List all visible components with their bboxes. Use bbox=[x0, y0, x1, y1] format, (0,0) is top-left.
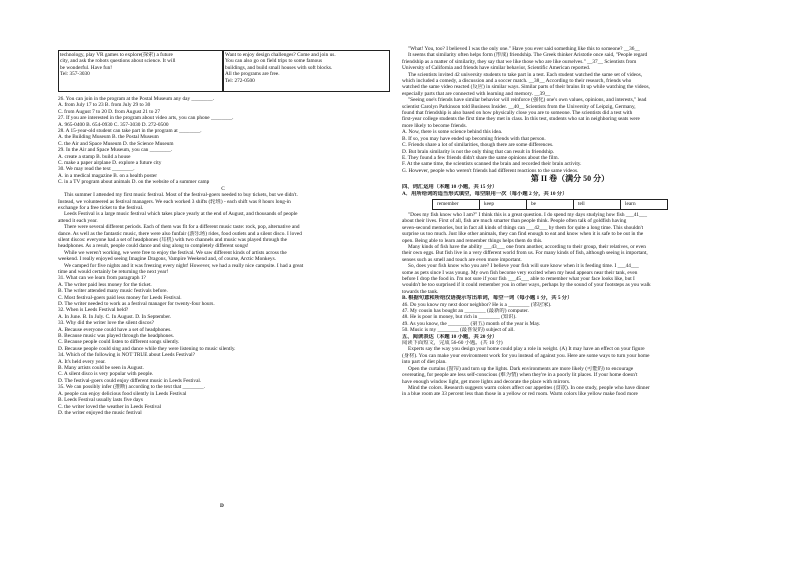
passage-line: We camped for five nights and it was freezing every night! However, we had a really nice campsite. I had a great bbox=[64, 262, 304, 269]
option-line: C. from August 7 to 20 D. from August 21 to 27 bbox=[58, 108, 160, 115]
option-line: C. make a paper airplane D. explore a future city bbox=[58, 160, 162, 167]
option-line: A. from July 17 to 23 B. from July 29 to 30 bbox=[58, 102, 151, 109]
passage-line: There were several different periods. Each of them was fit for a different music taste: rock, pop, alternative and bbox=[64, 224, 300, 231]
passage-line: surprise us too much. Just like other animals, they can find enough to eat and know when it is safe to be out in the bbox=[402, 231, 644, 238]
word-bank-item: be bbox=[527, 199, 574, 209]
passage-line: Instead, we volunteered as festival managers. We each worked 3 shifts (轮班) - each shift was 8 hours long-in bbox=[58, 198, 291, 205]
section-4-heading: 四、词汇运用（本题 10 小题，共 15 分） bbox=[402, 184, 498, 191]
option-g: G. However, people who weren't friends had different reactions to the same videos. bbox=[402, 167, 579, 174]
section-4a-heading: A．用所给词的适当形式填空，每空限用一次（每小题 2 分，共 10 分） bbox=[402, 190, 568, 197]
word-bank-item: learn bbox=[621, 199, 668, 209]
passage-line: their own eggs. But fish live in a very different world from us. For many kinds of fish, although seeing is important, bbox=[402, 250, 648, 257]
section-5a-heading: 阅读下面短文，完成 56-60 小题。(共 10 分) bbox=[402, 340, 503, 347]
option-line: C. in a TV program about animals D. on the website of a summer camp bbox=[58, 179, 210, 186]
passage-line: especially parts that are connected with learning and memory. __39__ bbox=[402, 90, 551, 97]
option-d: D. But brain similarity is not the only thing that can result in friendship. bbox=[402, 148, 555, 155]
section-title: 第 II 卷（满分 50 分） bbox=[530, 174, 610, 184]
passage-line: So, does your fish know who you are? I believe your fish will sure know when it is feeding time. I ___44___ bbox=[408, 263, 639, 270]
text-line: technology, play VR games to explore(探索) a future bbox=[60, 52, 173, 58]
passage-line: in a blue room ate 33 percent less than those in a yellow or red room. Warm colors like yellow make food more bbox=[402, 391, 638, 398]
passage-line: have enough window light, get more lights and decorate the place with mirrors. bbox=[402, 378, 571, 385]
option-b: B. If so, you may have ended up becoming friends with that person. bbox=[402, 135, 546, 142]
passage-line: time and would certainly be returning the next year! bbox=[58, 268, 169, 275]
passage-line: University of California and friends have similar behavior, Scientific American reported. bbox=[402, 65, 591, 72]
question-34: 34. Which of the following is NOT TRUE about Leeds Festival? bbox=[58, 352, 195, 359]
fill-question: 47. My cousin has bought an ________ (最新的) computer. bbox=[402, 308, 529, 315]
right-column bbox=[402, 46, 738, 398]
passage-line: silent discos: everyone had a set of headphones (耳机) with two channels and music was played through the bbox=[58, 236, 288, 243]
option-line: A. the Building Museum B. the Postal Museum bbox=[58, 134, 159, 141]
option-a: A. Now, there is some science behind this idea. bbox=[402, 129, 503, 136]
passage-line: found that friendship is also based on how physically close you are to someone. The scientists did a test with bbox=[402, 110, 633, 117]
passage-line: open. Being able to learn and remember things helps them do this. bbox=[402, 237, 543, 244]
word-bank-item: tell bbox=[574, 199, 621, 209]
text-line: All the programs are free. bbox=[225, 71, 280, 78]
word-bank bbox=[432, 199, 668, 210]
fill-question: 46. Do you know my next door neighbor? He is a ________ (邻居家). bbox=[402, 301, 552, 308]
option-line: B. Leeds Festival usually lasts five days bbox=[58, 397, 143, 404]
passage-line: scientist Carolyn Parkinson told Business Insider. __40__ Scientists from the University of Leipzig, Germany, bbox=[402, 103, 636, 110]
passage-line: into part of diet plan. bbox=[402, 359, 447, 366]
question-28: 28. A 15-year-old student can take part in the program at ________. bbox=[58, 128, 202, 135]
option-c: C. Friends share a lot of similarities, though there are some differences. bbox=[402, 142, 554, 149]
passage-line: dance. As well as the fantastic music, there were also funfair (游乐场) rides, food outlets and a silent disco. I loved bbox=[58, 230, 302, 237]
passage-line: Mind the colors. Research suggests warm colors affect our appetites (食欲). In one study, people who have dinner bbox=[408, 384, 650, 391]
passage-line: While we weren't working, we were free to enjoy the festival. We saw different kinds of artists across the bbox=[64, 249, 287, 256]
question-27: 27. If you are interested in the program about video arts, you can phone ________. bbox=[58, 115, 234, 122]
option-line: A. Because everyone could have a set of headphones. bbox=[58, 326, 172, 333]
passage-line: headphones. As a result, people could dance and sing along to completely different songs! bbox=[58, 243, 249, 250]
ad-box-a-text bbox=[60, 52, 220, 78]
passage-line: before I drop the food in. I'm not sure if your fish ___45___ able to remember what your face looks like, but I bbox=[402, 276, 635, 282]
word-bank-item: keep bbox=[480, 199, 527, 209]
question-33: 33. Why did the writer love the silent discos? bbox=[58, 320, 154, 327]
option-line: C. Because people could listen to different songs silently. bbox=[58, 339, 180, 346]
word-bank-item: remember bbox=[433, 199, 480, 209]
passage-line: attend it each year. bbox=[58, 217, 98, 224]
text-line: Tel: 272-0500 bbox=[225, 77, 255, 84]
option-line: A. 965-0400 B. 654-0930 C. 357-3030 D. 272-0500 bbox=[58, 121, 169, 128]
question-31: 31. What can we learn from paragraph 1? bbox=[58, 275, 146, 282]
passage-label-d: D bbox=[220, 503, 224, 509]
option-line: D. Because people could sing and dance while they were listening to music silently. bbox=[58, 345, 236, 352]
passage-line: "Seeing one's friends have similar behavior will reinforce (强化) one's own values, opinions, and interests," lead bbox=[408, 97, 647, 104]
passage-line: This summer I attended my first music festival. Most of the festival-goers needed to buy tickets, but we didn't. bbox=[64, 192, 298, 199]
text-line: Tel: 357-3030 bbox=[60, 71, 90, 78]
passage-line: seven-second memories, but in fact all kinds of things can ___42___ by them for quite a long time. This shouldn't bbox=[402, 224, 644, 231]
option-f: F. At the same time, the scientists scanned the brain and recorded their brain activity. bbox=[402, 161, 582, 168]
option-line: A. create a stamp B. build a house bbox=[58, 153, 131, 160]
option-line: A. It's held every year. bbox=[58, 358, 106, 365]
left-questions bbox=[58, 96, 388, 416]
passage-line: Leeds Festival is a large music festival which takes place yearly at the end of August, and thousands of people bbox=[64, 211, 298, 218]
text-line: buildings, and build small houses with soft blocks. bbox=[225, 64, 333, 71]
fill-question: 48. He is poor in money, but rich in ________ (知识). bbox=[402, 314, 517, 321]
question-32: 32. When is Leeds Festival held? bbox=[58, 307, 129, 314]
question-30: 30. We may read the text ________. bbox=[58, 166, 135, 173]
passage-line: watched the same video reacted (反应) in similar ways. Similar parts of their brains lit up while watching the videos, bbox=[402, 84, 650, 91]
option-line: A. people can enjoy delicious food silently in Leeds Festival bbox=[58, 390, 187, 397]
option-line: B. The writer attended many music festivals before. bbox=[58, 288, 168, 295]
question-26: 26. You can join in the program at the Postal Museum any day ________. bbox=[58, 96, 214, 102]
option-line: C. Most festival-goers paid less money for Leeds Festival. bbox=[58, 294, 182, 301]
passage-line: It seems that similarity often helps form (形成) friendship. The Greek thinker Aristotle once said, "People regard bbox=[408, 52, 648, 59]
option-line: A. The writer paid less money for the ticket. bbox=[58, 281, 152, 288]
passage-line: "What! You, too? I believed I was the only one." Have you ever said something like this to someone? __36__ bbox=[408, 46, 640, 52]
option-line: C. the writer loved the weather in Leeds Festival bbox=[58, 403, 162, 410]
text-line: Want to enjoy design challenges? Come and join us. bbox=[225, 52, 336, 58]
passage-line: towards the tank. bbox=[402, 288, 439, 295]
passage-line: friendship as a matter of similarity, they say that we like those who are like ourselves." __37__ Scientists from bbox=[402, 58, 637, 65]
passage-line: The scientists invited 42 university students to take part in a test. Each student watched the same set of videos, bbox=[408, 71, 643, 78]
fill-question: 50. Music is my ________ (最喜爱的) subject of all. bbox=[402, 327, 515, 334]
passage-line: Experts say the way you design your home could play a role in weight. (A) It may have an effect on your figure bbox=[408, 346, 645, 353]
question-29: 29. In the Air and Space Museum, you can ________. bbox=[58, 147, 173, 154]
passage-line: about their lives. First of all, fish are much smarter than people think. People often talk of goldfish having bbox=[402, 218, 627, 225]
passage-line: first-year college students the first time they met in class. In this test, students who sat in neighboring seats were bbox=[402, 116, 640, 123]
passage-line: some as pets since I was young. My own fish become very excited when my head appears near their tank, even bbox=[402, 269, 638, 276]
passage-line: Many kinds of fish have the ability ___43___ one from another, according to their group, their relatives, or even bbox=[408, 243, 646, 250]
option-line: B. Because music was played through the headphones. bbox=[58, 333, 175, 340]
passage-label-c: C bbox=[221, 185, 225, 192]
passage-line: overeating, for people are less self-conscious (难为情) when they're in a poorly lit places. If your home doesn't bbox=[402, 372, 638, 379]
option-line: D. The writer needed to work as a festival manager for twenty-four hours. bbox=[58, 301, 215, 307]
passage-line: more likely to become friends. bbox=[402, 122, 467, 129]
option-line: D. The festival-goers could enjoy different music in Leeds Festival. bbox=[58, 377, 202, 384]
option-e: E. They found a few friends didn't share the same opinions about the film. bbox=[402, 154, 559, 161]
text-line: be wonderful. Have fun! bbox=[60, 64, 113, 71]
option-line: D. the writer enjoyed the music festival bbox=[58, 409, 142, 416]
fill-question: 49. As you know, the ________ (第五) month of the year is May. bbox=[402, 320, 541, 327]
passage-line: weekend. I really enjoyed seeing Imagine Dragons, Vampire Weekend and, of course, Arctic Monkeys. bbox=[58, 256, 276, 263]
option-line: A. in a medical magazine B. on a health poster bbox=[58, 172, 157, 179]
passage-line: Open the curtains (窗帘) and turn up the lights. Dark environments are more likely (可能的) to encourage bbox=[408, 365, 634, 372]
ad-box-b-text bbox=[225, 52, 386, 84]
passage-line: which included a comedy, a discussion and a soccer match. __38__ According to their research, friends who bbox=[402, 78, 632, 85]
passage-line: wouldn't be too surprised if it could remember you in other ways, perhaps by the sound of your footsteps as you walk bbox=[402, 282, 651, 289]
passage-line: senses such as smell and touch are even more important. bbox=[402, 256, 522, 263]
option-line: C. the Air and Space Museum D. the Science Museum bbox=[58, 140, 174, 147]
text-line: city, and ask the robots questions about science. It will bbox=[60, 58, 176, 65]
option-line: C. A silent disco is very popular with people. bbox=[58, 371, 154, 378]
passage-line: exchange for a free ticket to the festival. bbox=[58, 204, 144, 211]
question-35: 35. We can possibly infer (推断) according to the text that ________. bbox=[58, 384, 206, 391]
option-line: A. In June. B. In July. C. In August. D. In September. bbox=[58, 313, 172, 320]
section-5-heading: 五、阅读表达（本题 10 小题，共 20 分） bbox=[402, 333, 498, 340]
section-4b-heading: B. 根据句意和所给汉语提示写出单词，每空一词（每小题 1 分，共 5 分） bbox=[402, 295, 573, 302]
passage-line: (身材). You can make your environment work for you instead of against you. Here are some ways to turn your home bbox=[402, 352, 650, 359]
passage-line: "Does my fish know who I am?" I think this is a great question. I do spend my days studying how fish ___41___ bbox=[408, 211, 647, 218]
text-line: You can also go on field trips to some famous bbox=[225, 58, 323, 65]
option-line: B. Many artists could be seen in August. bbox=[58, 365, 144, 372]
